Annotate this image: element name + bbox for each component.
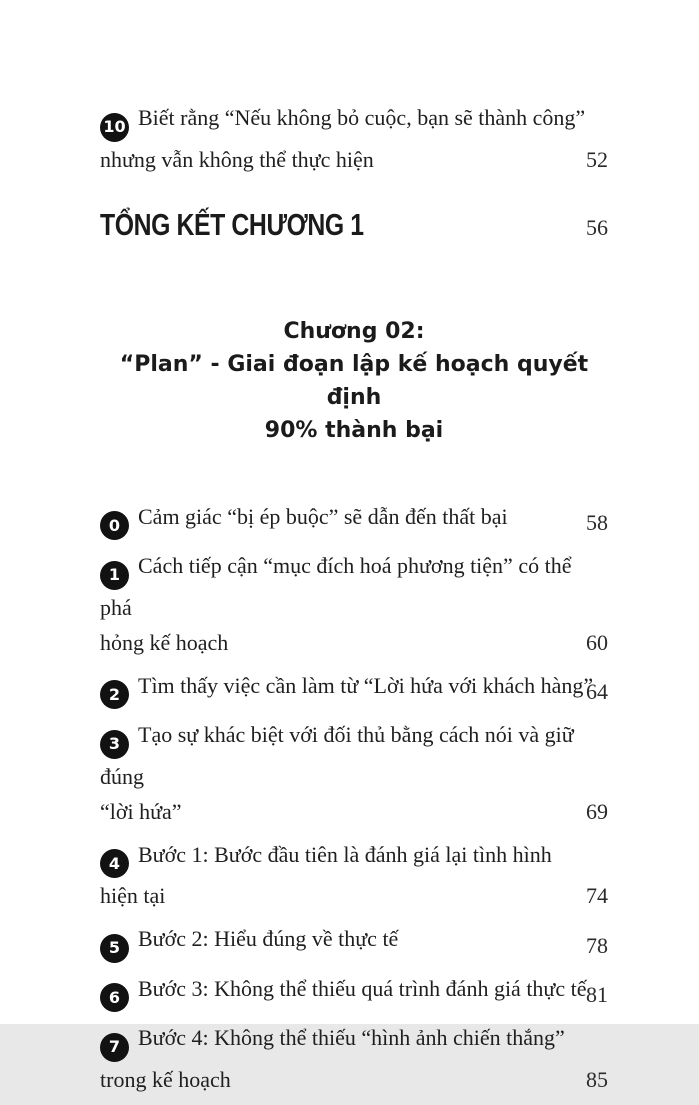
toc-page-number: 69 (586, 798, 608, 824)
toc-page-number: 64 (586, 679, 608, 704)
item-number-badge: 4 (100, 849, 129, 878)
chapter-heading-line2: “Plan” - Giai đoạn lập kế hoạch quyết định (119, 351, 589, 410)
item-number-badge: 5 (100, 934, 129, 963)
item-number-badge: 10 (100, 113, 129, 142)
chapter-summary-row (100, 207, 608, 245)
toc-item-text: Tìm thấy việc cần làm từ “Lời hứa với khách hàng” (138, 672, 594, 698)
toc-item-line (100, 921, 608, 963)
item-number-badge: 6 (100, 983, 129, 1012)
toc-item-4 (100, 837, 608, 914)
toc-page-number: 74 (586, 883, 608, 908)
toc-item-line: hỏng kế hoạch (100, 629, 229, 655)
toc-page-number: 58 (586, 510, 608, 535)
toc-item-text: Bước 2: Hiểu đúng về thực tế (138, 926, 399, 951)
toc-item-text: Tạo sự khác biệt với đối thủ bằng cách nói và giữ đúng (100, 722, 574, 789)
toc-item-text: Bước 1: Bước đầu tiên là đánh giá lại tình hình (138, 841, 552, 867)
chapter-heading-line3: 90% thành bại (264, 417, 444, 443)
toc-page-number: 78 (586, 932, 608, 958)
toc-item-10 (100, 100, 608, 177)
toc-item-text: Bước 3: Không thể thiếu quá trình đánh giá thực tế (138, 975, 587, 1001)
toc-page-number: 85 (586, 1066, 608, 1092)
toc-list (100, 499, 608, 1097)
chapter-heading (100, 315, 608, 447)
toc-item-text: Bước 4: Không thể thiếu “hình ảnh chiến thắng” (138, 1025, 565, 1050)
toc-item-line (100, 837, 608, 879)
toc-page-number: 81 (586, 982, 608, 1007)
toc-item-6 (100, 971, 608, 1013)
toc-item-0 (100, 499, 608, 541)
item-number-badge: 1 (100, 561, 129, 590)
toc-page-number: 56 (586, 214, 608, 240)
toc-item-line (100, 971, 608, 1013)
toc-item-line: hiện tại (100, 883, 166, 908)
item-number-badge: 2 (100, 680, 129, 709)
toc-item-line (100, 717, 608, 794)
toc-item-line (100, 548, 608, 625)
toc-item-5 (100, 921, 608, 963)
item-number-badge: 7 (100, 1033, 129, 1062)
item-number-badge: 3 (100, 730, 129, 759)
toc-item-text: Biết rằng “Nếu không bỏ cuộc, bạn sẽ thành công” (138, 105, 586, 130)
toc-page-number: 52 (586, 146, 608, 172)
toc-item-line: nhưng vẫn không thể thực hiện (100, 146, 374, 172)
toc-item-text: Cách tiếp cận “mục đích hoá phương tiện” có thể phá (100, 553, 572, 620)
toc-item-line: “lời hứa” (100, 798, 182, 824)
toc-item-7 (100, 1020, 608, 1097)
item-number-badge: 0 (100, 511, 129, 540)
toc-item-1 (100, 548, 608, 660)
toc-item-line (100, 100, 608, 142)
toc-item-line (100, 1020, 608, 1062)
toc-page-number: 60 (586, 629, 608, 655)
chapter-summary-label: TỔNG KẾT CHƯƠNG 1 (100, 206, 364, 242)
toc-content (100, 0, 608, 1105)
toc-item-text: Cảm giác “bị ép buộc” sẽ dẫn đến thất bại (138, 503, 508, 529)
toc-item-line (100, 668, 608, 710)
chapter-heading-line1: Chương 02: (283, 318, 425, 344)
toc-item-line: trong kế hoạch (100, 1066, 231, 1092)
toc-item-line (100, 499, 608, 541)
toc-item-2 (100, 668, 608, 710)
toc-item-3 (100, 717, 608, 829)
